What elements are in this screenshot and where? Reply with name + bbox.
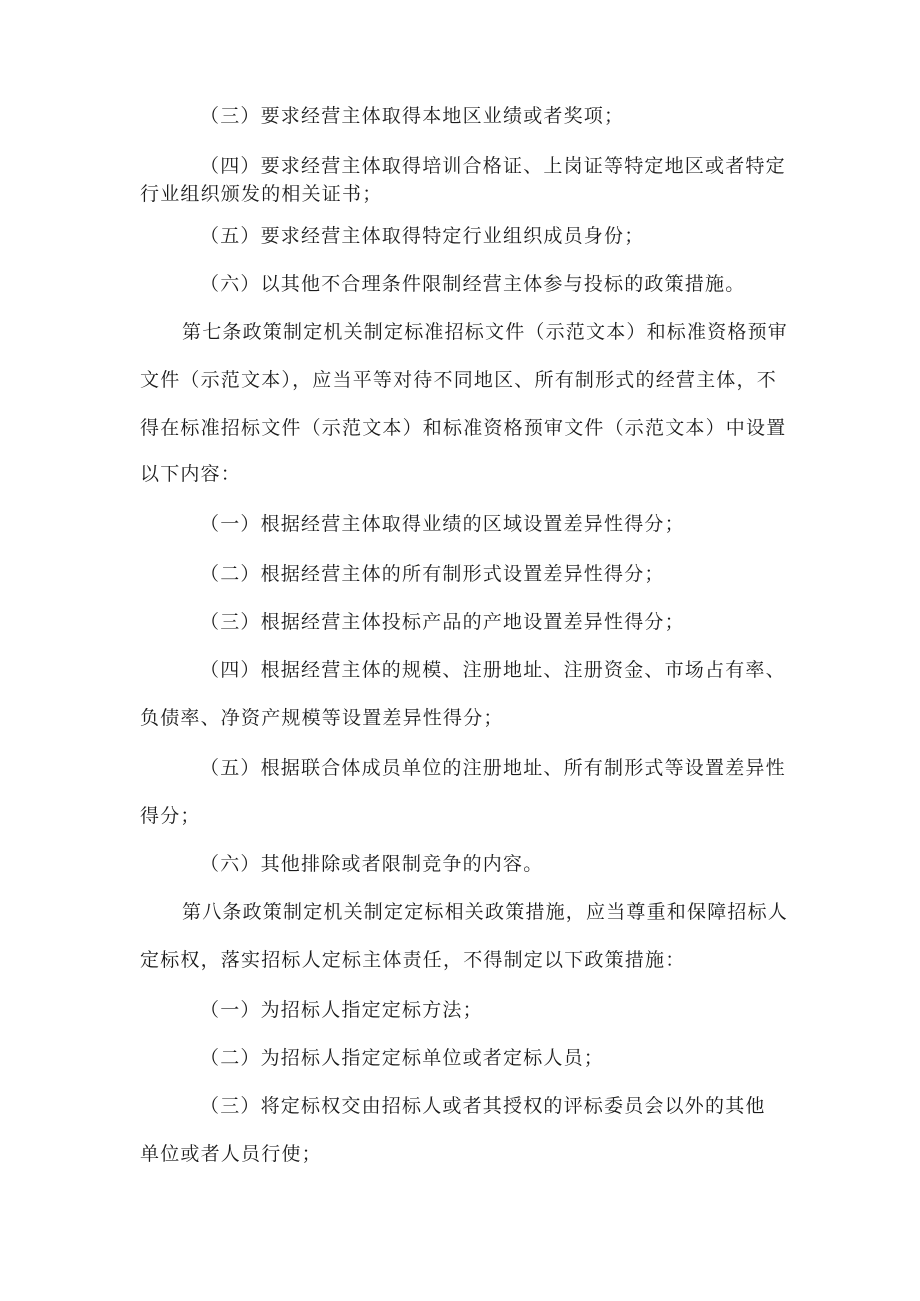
- article-7-item-6: （六）其他排除或者限制竞争的内容。: [200, 853, 544, 875]
- article-8-line-2: 定标权，落实招标人定标主体责任，不得制定以下政策措施：: [140, 949, 686, 971]
- article-7-item-1: （一）根据经营主体取得业绩的区域设置差异性得分；: [200, 513, 685, 535]
- article-7-item-4-cont: 负债率、净资产规模等设置差异性得分；: [140, 707, 504, 729]
- article-8-item-3: （三）将定标权交由招标人或者其授权的评标委员会以外的其他: [200, 1095, 766, 1117]
- article-7-line-2: 文件（示范文本），应当平等对待不同地区、所有制形式的经营主体，不: [140, 369, 777, 391]
- item-6-unreasonable-conditions: （六）以其他不合理条件限制经营主体参与投标的政策措施。: [200, 273, 746, 295]
- article-7-item-3: （三）根据经营主体投标产品的产地设置差异性得分；: [200, 611, 685, 633]
- article-8-heading: 第八条政策制定机关制定定标相关政策措施，应当尊重和保障招标人: [182, 901, 789, 923]
- article-7-item-5-cont: 得分；: [140, 805, 201, 827]
- article-8-item-1: （一）为招标人指定定标方法；: [200, 999, 483, 1021]
- article-7-heading: 第七条政策制定机关制定标准招标文件（示范文本）和标准资格预审: [182, 321, 789, 343]
- article-7-line-3: 得在标准招标文件（示范文本）和标准资格预审文件（示范文本）中设置: [140, 417, 787, 439]
- item-4-certificates: （四）要求经营主体取得培训合格证、上岗证等特定地区或者特定: [200, 155, 786, 177]
- article-7-item-5: （五）根据联合体成员单位的注册地址、所有制形式等设置差异性: [200, 757, 786, 779]
- item-4-certificates-cont: 行业组织颁发的相关证书；: [140, 183, 383, 205]
- article-7-item-4: （四）根据经营主体的规模、注册地址、注册资金、市场占有率、: [200, 659, 786, 681]
- article-8-item-3-cont: 单位或者人员行使；: [140, 1143, 322, 1165]
- article-8-item-2: （二）为招标人指定定标单位或者定标人员；: [200, 1047, 605, 1069]
- item-3-local-performance: （三）要求经营主体取得本地区业绩或者奖项；: [200, 105, 625, 127]
- item-5-membership: （五）要求经营主体取得特定行业组织成员身份；: [200, 225, 645, 247]
- article-7-line-4: 以下内容：: [140, 463, 242, 485]
- article-7-item-2: （二）根据经营主体的所有制形式设置差异性得分；: [200, 563, 665, 585]
